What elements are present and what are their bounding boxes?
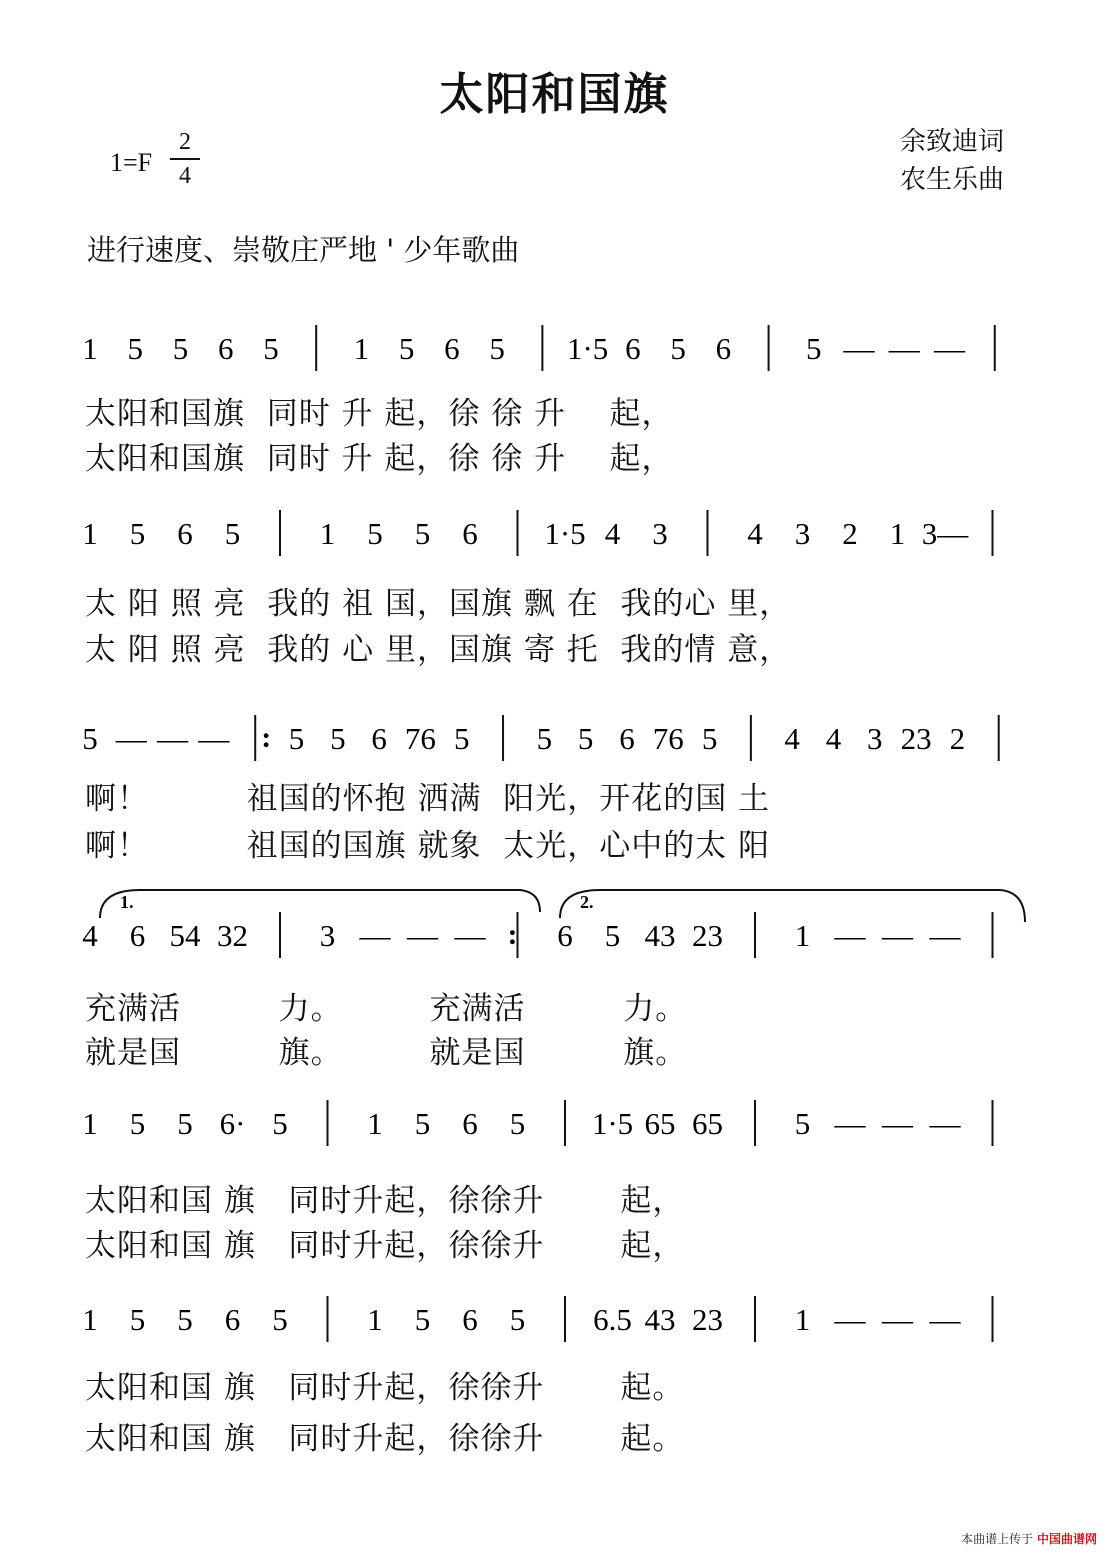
- composer: 农生乐曲: [899, 165, 1004, 195]
- key-signature: 1=F: [110, 148, 153, 177]
- note: 6: [462, 1302, 478, 1337]
- note: 5: [414, 1106, 431, 1141]
- note: 6: [715, 331, 732, 366]
- note: 4: [82, 918, 98, 953]
- note: 1·5: [544, 516, 586, 551]
- notation-staff-6: [80, 1296, 1040, 1366]
- note: 6: [371, 721, 387, 756]
- note: 1·5: [591, 1106, 634, 1141]
- notation-row-5: [80, 1100, 1040, 1160]
- note: 43: [644, 1302, 676, 1337]
- lyric-line: 太阳和国 旗 同时升起，徐徐升 起。: [85, 1421, 685, 1457]
- credits: [900, 123, 1004, 199]
- note: 1: [82, 1106, 98, 1141]
- note: 5: [536, 721, 553, 756]
- note: 76: [652, 721, 684, 756]
- note: 23: [900, 721, 932, 756]
- note: —: [929, 1302, 961, 1337]
- note: —: [834, 1302, 866, 1337]
- note: 5: [806, 331, 822, 366]
- note: —: [834, 918, 866, 953]
- lyric-line: 太阳和国旗 同时 升 起，徐 徐 升 起，: [85, 396, 674, 432]
- note: —: [888, 331, 920, 366]
- notation-staff-1: [80, 325, 1040, 395]
- note: 6: [462, 516, 478, 551]
- note: 6: [217, 331, 234, 366]
- note: —: [882, 1302, 913, 1337]
- lyric-line: 太阳和国 旗 同时升起，徐徐升 起，: [85, 1183, 685, 1219]
- volta-2: 2.: [580, 892, 594, 912]
- note: 5: [367, 516, 383, 551]
- notation-row-6: [80, 1296, 1040, 1356]
- note: 5: [509, 1302, 526, 1337]
- note: 1: [794, 1302, 811, 1337]
- note: —: [115, 721, 147, 756]
- lyric-line: 充满活 力。 充满活 力。: [85, 991, 688, 1027]
- tempo-marking: 进行速度、崇敬庄严地 ' 少年歌曲: [87, 233, 520, 267]
- note: 4: [784, 721, 800, 756]
- note: 3: [867, 721, 883, 756]
- note: 32: [217, 918, 248, 953]
- note: 5: [453, 721, 470, 756]
- note: 23: [692, 1302, 723, 1337]
- repeat-sign: :: [507, 918, 518, 951]
- note: 5: [509, 1106, 526, 1141]
- note: 6: [177, 516, 193, 551]
- note: 5: [127, 331, 143, 366]
- note: 6: [619, 721, 635, 756]
- note: 1: [82, 516, 98, 551]
- notation-row-4: [80, 892, 1040, 972]
- note: 1: [367, 1106, 383, 1141]
- note: 4: [747, 516, 763, 551]
- note: 4: [604, 516, 621, 551]
- footer-text: 本曲谱上传于: [961, 1532, 1034, 1546]
- note: 5: [272, 1106, 288, 1141]
- notation-staff-4: [80, 892, 1040, 982]
- lyric-line: 啊！ 祖国的国旗 就象 太光，心中的太 阳: [85, 828, 771, 864]
- note: 6·: [219, 1106, 246, 1141]
- note: 5: [224, 516, 241, 551]
- notation-row-2: [80, 510, 1040, 570]
- note: 5: [414, 516, 431, 551]
- note: 1: [319, 516, 336, 551]
- note: 5: [604, 918, 621, 953]
- note: 2: [842, 516, 858, 551]
- note: 1: [353, 331, 370, 366]
- note: 5: [129, 1106, 146, 1141]
- notation-staff-2: [80, 510, 1040, 580]
- note: 6: [224, 1302, 241, 1337]
- note: 6.5: [593, 1302, 632, 1337]
- note: 5: [272, 1302, 288, 1337]
- note: 6: [462, 1106, 478, 1141]
- note: —: [198, 721, 230, 756]
- note: 5: [489, 331, 505, 366]
- note: 65: [692, 1106, 723, 1141]
- footer-watermark: [961, 1530, 1097, 1547]
- note: 1: [367, 1302, 383, 1337]
- lyricist: 余致迪词: [899, 127, 1004, 157]
- song-title: 太阳和国旗: [439, 69, 670, 120]
- notation-row-3: [80, 715, 1040, 775]
- volta-bracket: [100, 890, 540, 918]
- note: 23: [692, 918, 723, 953]
- note: 4: [825, 721, 842, 756]
- volta-1: 1.: [120, 892, 134, 912]
- note: 3: [319, 918, 336, 953]
- notation-staff-5: [80, 1100, 1040, 1170]
- lyric-line: 太 阳 照 亮 我的 心 里，国旗 寄 托 我的情 意，: [85, 632, 792, 668]
- note: 5: [701, 721, 718, 756]
- note: 5: [129, 516, 146, 551]
- note: 5: [177, 1106, 193, 1141]
- note: —: [834, 1106, 866, 1141]
- note: 1: [794, 918, 811, 953]
- note: 6: [444, 331, 460, 366]
- note: 6: [129, 918, 146, 953]
- notation-row-1: [80, 325, 1040, 385]
- note: —: [454, 918, 486, 953]
- note: 5: [670, 331, 686, 366]
- note: —: [157, 721, 189, 756]
- note: —: [929, 1106, 961, 1141]
- note: —: [882, 918, 913, 953]
- note: 5: [129, 1302, 146, 1337]
- note: 43: [644, 918, 676, 953]
- note: 5: [577, 721, 594, 756]
- note: 5: [82, 721, 98, 756]
- note: 5: [172, 331, 189, 366]
- note: 5: [263, 331, 279, 366]
- note: 3: [652, 516, 668, 551]
- note: 5: [398, 331, 415, 366]
- note: —: [882, 1106, 913, 1141]
- note: 1·5: [566, 331, 609, 366]
- meter-denominator: 4: [170, 158, 200, 188]
- lyric-line: 就是国 旗。 就是国 旗。: [85, 1035, 688, 1071]
- lyric-line: 太 阳 照 亮 我的 祖 国，国旗 飘 在 我的心 里，: [85, 586, 792, 622]
- note: 1: [82, 1302, 98, 1337]
- note: 6: [625, 331, 641, 366]
- meter-numerator: 2: [179, 129, 191, 155]
- note: 5: [414, 1302, 431, 1337]
- note: —: [843, 331, 875, 366]
- note: 3—: [921, 516, 969, 551]
- note: —: [934, 331, 966, 366]
- lyric-line: 啊！ 祖国的怀抱 洒满 阳光，开花的国 土: [85, 781, 771, 817]
- lyric-line: 太阳和国旗 同时 升 起，徐 徐 升 起，: [85, 441, 674, 477]
- note: —: [359, 918, 391, 953]
- note: —: [407, 918, 438, 953]
- note: 5: [177, 1302, 193, 1337]
- note: 3: [794, 516, 811, 551]
- note: 6: [557, 918, 573, 953]
- note: 1: [889, 516, 906, 551]
- note: 5: [288, 721, 305, 756]
- note: 65: [644, 1106, 676, 1141]
- repeat-sign: :: [261, 721, 272, 754]
- note: 5: [330, 721, 346, 756]
- time-signature: [170, 130, 200, 188]
- note: 1: [82, 331, 98, 366]
- lyric-line: 太阳和国 旗 同时升起，徐徐升 起。: [85, 1370, 685, 1406]
- lyric-line: 太阳和国 旗 同时升起，徐徐升 起，: [85, 1228, 685, 1264]
- note: 54: [169, 918, 201, 953]
- note: 5: [794, 1106, 811, 1141]
- note: —: [929, 918, 961, 953]
- site-logo: 中国曲谱网: [1036, 1532, 1097, 1546]
- note: 2: [949, 721, 966, 756]
- note: 76: [404, 721, 436, 756]
